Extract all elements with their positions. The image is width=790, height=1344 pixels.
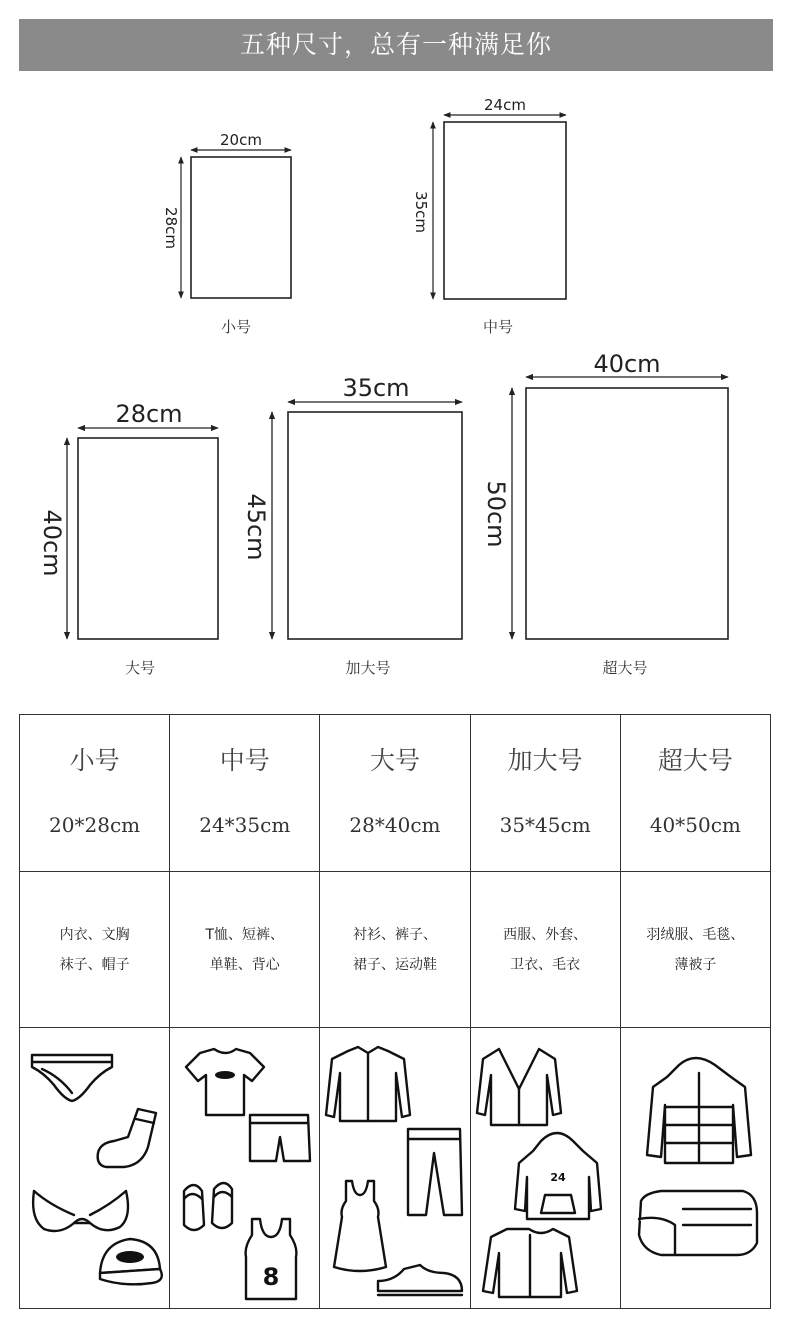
icon-cell-medium [170, 1028, 320, 1309]
medium-name-label: 中号 [482, 318, 514, 336]
use-line: 单鞋、背心 [209, 956, 280, 973]
tshirt-icon [186, 1049, 264, 1115]
jersey-number: 8 [262, 1263, 280, 1291]
large-width-label: 28cm [115, 400, 183, 428]
medium-height-label: 35cm [412, 191, 430, 233]
use-line: 西服、外套、 [503, 926, 588, 943]
large-icons [320, 1029, 470, 1307]
use-line: 羽绒服、毛毯、 [646, 926, 745, 943]
size-cell-xxlarge [620, 715, 770, 872]
cap-icon [100, 1239, 162, 1284]
hoodie-icon [515, 1133, 601, 1219]
use-line: 裙子、运动鞋 [352, 956, 437, 973]
small-name-label: 小号 [220, 318, 252, 336]
size-name: 超大号 [657, 746, 733, 775]
xlarge-bag-outline [242, 374, 462, 677]
use-line: 袜子、帽子 [59, 956, 130, 973]
xxlarge-icons [621, 1029, 771, 1307]
table-row-sizes [20, 715, 771, 872]
size-cell-medium [170, 715, 320, 872]
icon-cell-small [20, 1028, 170, 1309]
size-dims: 20*28cm [49, 813, 141, 837]
large-height-label: 40cm [38, 509, 66, 577]
size-dims: 28*40cm [349, 813, 441, 837]
small-height-label: 28cm [162, 207, 180, 249]
xxlarge-name-label: 超大号 [602, 659, 648, 677]
icon-cell-xxlarge [620, 1028, 770, 1309]
sneaker-icon [378, 1265, 462, 1295]
briefs-icon [32, 1055, 112, 1101]
hoodie-number: 24 [549, 1171, 566, 1184]
shirt-icon [326, 1047, 410, 1121]
bra-icon [33, 1191, 128, 1231]
blanket-icon [639, 1191, 757, 1255]
size-dims: 35*45cm [499, 813, 591, 837]
use-line: 薄被子 [674, 956, 717, 973]
size-name: 中号 [219, 746, 270, 775]
sock-icon [98, 1109, 156, 1167]
large-name-label: 大号 [124, 659, 156, 677]
xxlarge-height-label: 50cm [482, 480, 510, 548]
use-line: T恤、短裤、 [205, 926, 285, 943]
size-table [19, 714, 771, 1309]
tank-top-icon [246, 1219, 297, 1299]
use-line: 衬衫、裤子、 [352, 926, 437, 943]
use-cell-medium [170, 872, 320, 1028]
use-line: 卫衣、毛衣 [510, 956, 581, 973]
use-cell-small [20, 872, 170, 1028]
medium-width-label: 24cm [484, 96, 526, 114]
use-line: 内衣、文胸 [59, 926, 130, 943]
banner-title: 五种尺寸，总有一种满足你 [19, 19, 773, 71]
down-jacket-icon [647, 1058, 751, 1163]
size-name: 大号 [369, 746, 420, 775]
xxlarge-width-label: 40cm [593, 350, 661, 378]
blazer-icon [477, 1049, 561, 1125]
small-bag-outline [162, 131, 291, 336]
xlarge-icons [471, 1029, 621, 1307]
xlarge-name-label: 加大号 [345, 659, 391, 677]
icon-cell-xlarge [470, 1028, 620, 1309]
medium-icons [170, 1029, 320, 1307]
icon-cell-large [320, 1028, 470, 1309]
xxlarge-bag-outline [482, 350, 728, 677]
xlarge-height-label: 45cm [242, 493, 270, 561]
sandals-icon [184, 1183, 232, 1230]
shorts-icon [250, 1115, 310, 1161]
xlarge-width-label: 35cm [342, 374, 410, 402]
use-cell-xxlarge [620, 872, 770, 1028]
use-cell-xlarge [470, 872, 620, 1028]
size-cell-small [20, 715, 170, 872]
jacket-icon [483, 1229, 577, 1297]
trousers-icon [408, 1129, 462, 1215]
large-bag-outline [38, 400, 218, 677]
dress-icon [334, 1181, 386, 1271]
size-cell-xlarge [470, 715, 620, 872]
table-row-uses [20, 872, 771, 1028]
size-dims: 24*35cm [199, 813, 291, 837]
size-name: 小号 [69, 746, 120, 775]
medium-bag-outline [412, 96, 566, 336]
size-cell-large [320, 715, 470, 872]
use-cell-large [320, 872, 470, 1028]
table-row-icons [20, 1028, 771, 1309]
size-diagram [0, 80, 790, 690]
size-name: 加大号 [507, 746, 583, 775]
small-width-label: 20cm [220, 131, 262, 149]
small-icons [20, 1029, 170, 1307]
size-dims: 40*50cm [649, 813, 741, 837]
